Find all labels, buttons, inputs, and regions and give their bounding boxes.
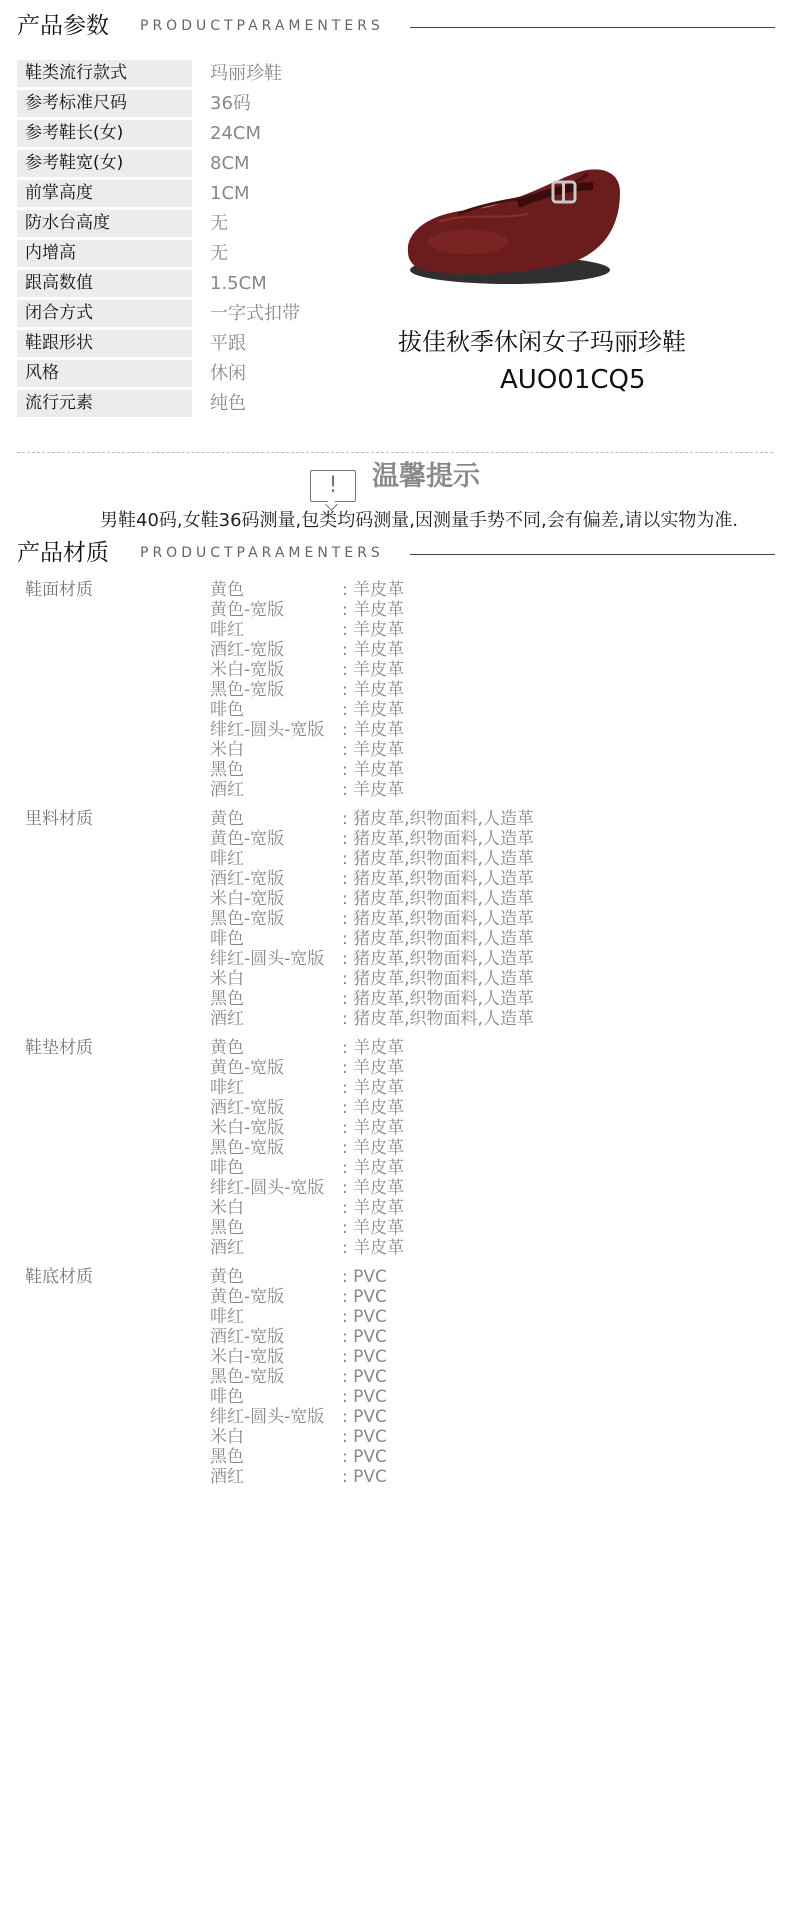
material-value: : 羊皮革 [342,780,405,800]
material-value: : 猪皮革,织物面料,人造革 [342,1009,534,1029]
material-row [210,1178,777,1198]
material-row [210,600,777,620]
tip-text: 男鞋40码,女鞋36码测量,包类均码测量,因测量手势不同,会有偏差,请以实物为准. [100,510,739,531]
param-label: 参考鞋长(女) [17,120,192,147]
material-value: : 猪皮革,织物面料,人造革 [342,969,534,989]
material-value: : PVC [342,1327,387,1347]
material-value: : 猪皮革,织物面料,人造革 [342,889,534,909]
section-divider-line [410,554,775,555]
material-color: 酒红-宽版 [210,1098,285,1118]
material-value: : PVC [342,1347,387,1367]
param-value: 1CM [210,183,250,204]
param-row [17,298,377,328]
material-label: 里料材质 [25,809,93,829]
material-row [210,929,777,949]
param-row [17,238,377,268]
material-color: 米白-宽版 [210,889,285,909]
material-row [210,680,777,700]
material-row [210,720,777,740]
params-section-subtitle: PRODUCTPARAMENTERS [140,18,384,34]
material-row [210,1307,777,1327]
material-row [210,1038,777,1058]
material-value: : 羊皮革 [342,1138,405,1158]
material-color: 啡红 [210,620,244,640]
material-value: : 羊皮革 [342,700,405,720]
material-row [210,849,777,869]
material-color: 绯红-圆头-宽版 [210,720,325,740]
material-row [210,640,777,660]
material-group [17,1267,777,1487]
material-value: : PVC [342,1367,387,1387]
exclamation-icon: ! [328,473,338,498]
material-value: : PVC [342,1387,387,1407]
material-value: : 羊皮革 [342,1198,405,1218]
material-value: : 羊皮革 [342,1078,405,1098]
material-value: : 猪皮革,织物面料,人造革 [342,849,534,869]
material-row [210,740,777,760]
material-color: 黄色 [210,1267,244,1287]
material-row [210,1467,777,1487]
param-value: 无 [210,243,228,264]
param-label: 防水台高度 [17,210,192,237]
material-row [210,580,777,600]
material-value: : 猪皮革,织物面料,人造革 [342,829,534,849]
param-label: 前掌高度 [17,180,192,207]
material-row [210,1138,777,1158]
material-color: 啡色 [210,929,244,949]
material-value: : 猪皮革,织物面料,人造革 [342,929,534,949]
param-value: 一字式扣带 [210,303,300,324]
param-value: 平跟 [210,333,246,354]
material-row [210,700,777,720]
param-value: 纯色 [210,393,246,414]
material-value: : 羊皮革 [342,1118,405,1138]
param-value: 36码 [210,93,251,114]
param-row [17,58,377,88]
material-color: 黄色-宽版 [210,600,285,620]
material-row [210,1387,777,1407]
param-value: 休闲 [210,363,246,384]
material-color: 酒红-宽版 [210,869,285,889]
material-color: 酒红-宽版 [210,1327,285,1347]
param-row [17,388,377,418]
material-row [210,780,777,800]
material-value: : 羊皮革 [342,1098,405,1118]
material-value: : 羊皮革 [342,760,405,780]
material-value: : 羊皮革 [342,1238,405,1258]
material-row [210,829,777,849]
material-color: 米白 [210,969,244,989]
material-value: : 猪皮革,织物面料,人造革 [342,949,534,969]
material-value: : PVC [342,1307,387,1327]
material-color: 绯红-圆头-宽版 [210,949,325,969]
param-label: 跟高数值 [17,270,192,297]
material-row [210,869,777,889]
product-code: AUO01CQ5 [500,365,646,395]
material-row [210,1427,777,1447]
material-row [210,809,777,829]
materials-section-title: 产品材质 [17,540,109,566]
material-color: 酒红 [210,1238,244,1258]
section-divider-line [410,27,775,28]
material-row [210,1158,777,1178]
param-row [17,358,377,388]
material-row [210,760,777,780]
shoe-image [398,152,628,302]
material-color: 啡红 [210,1078,244,1098]
dashed-divider [17,452,773,453]
warning-icon [310,470,356,502]
param-value: 无 [210,213,228,234]
param-value: 24CM [210,123,262,144]
material-group [17,580,777,800]
material-value: : 羊皮革 [342,600,405,620]
param-row [17,88,377,118]
param-value: 玛丽珍鞋 [210,63,282,84]
param-label: 风格 [17,360,192,387]
param-row [17,148,377,178]
material-label: 鞋垫材质 [25,1038,93,1058]
param-label: 流行元素 [17,390,192,417]
material-value: : 羊皮革 [342,1058,405,1078]
material-row [210,1218,777,1238]
material-value: : 猪皮革,织物面料,人造革 [342,869,534,889]
material-value: : 羊皮革 [342,620,405,640]
material-row [210,1238,777,1258]
material-color: 绯红-圆头-宽版 [210,1407,325,1427]
params-table [17,58,377,418]
param-value: 8CM [210,153,250,174]
material-color: 米白 [210,1427,244,1447]
material-color: 黄色-宽版 [210,1058,285,1078]
material-value: : 羊皮革 [342,740,405,760]
materials-list [17,580,777,1496]
material-color: 黑色 [210,1447,244,1467]
material-color: 黑色 [210,989,244,1009]
material-row [210,1447,777,1467]
param-label: 闭合方式 [17,300,192,327]
tip-title: 温馨提示 [372,461,480,492]
material-color: 绯红-圆头-宽版 [210,1178,325,1198]
material-row [210,620,777,640]
material-row [210,1009,777,1029]
material-color: 米白-宽版 [210,660,285,680]
material-color: 酒红 [210,1467,244,1487]
material-color: 黑色-宽版 [210,1367,285,1387]
material-value: : PVC [342,1467,387,1487]
material-color: 米白 [210,740,244,760]
params-section-title: 产品参数 [17,13,109,39]
material-color: 黑色-宽版 [210,1138,285,1158]
param-row [17,328,377,358]
material-value: : PVC [342,1287,387,1307]
material-value: : 羊皮革 [342,1178,405,1198]
material-row [210,1347,777,1367]
material-color: 啡色 [210,1158,244,1178]
material-row [210,989,777,1009]
param-row [17,208,377,238]
material-row [210,1287,777,1307]
material-color: 黑色-宽版 [210,909,285,929]
material-value: : 猪皮革,织物面料,人造革 [342,809,534,829]
material-color: 酒红 [210,1009,244,1029]
material-value: : PVC [342,1427,387,1447]
material-value: : 羊皮革 [342,680,405,700]
param-label: 内增高 [17,240,192,267]
param-label: 鞋类流行款式 [17,60,192,87]
material-row [210,660,777,680]
param-label: 参考标准尺码 [17,90,192,117]
params-section-header [0,6,790,46]
material-row [210,1098,777,1118]
material-group [17,1038,777,1258]
material-value: : 猪皮革,织物面料,人造革 [342,909,534,929]
material-color: 啡红 [210,849,244,869]
material-group [17,809,777,1029]
material-color: 黑色 [210,1218,244,1238]
param-label: 鞋跟形状 [17,330,192,357]
material-row [210,1198,777,1218]
material-color: 米白 [210,1198,244,1218]
material-color: 黄色-宽版 [210,1287,285,1307]
material-row [210,1078,777,1098]
material-row [210,969,777,989]
material-label: 鞋面材质 [25,580,93,600]
material-row [210,949,777,969]
param-label: 参考鞋宽(女) [17,150,192,177]
material-row [210,1118,777,1138]
material-color: 米白-宽版 [210,1347,285,1367]
param-row [17,178,377,208]
param-row [17,268,377,298]
material-color: 黑色 [210,760,244,780]
materials-section-header [0,533,790,573]
material-color: 黄色 [210,1038,244,1058]
materials-section-subtitle: PRODUCTPARAMENTERS [140,545,384,561]
material-color: 米白-宽版 [210,1118,285,1138]
material-color: 啡红 [210,1307,244,1327]
material-value: : 羊皮革 [342,1158,405,1178]
material-row [210,1267,777,1287]
material-color: 黄色 [210,580,244,600]
material-color: 啡色 [210,700,244,720]
material-value: : 羊皮革 [342,660,405,680]
material-color: 酒红 [210,780,244,800]
material-color: 黄色-宽版 [210,829,285,849]
material-row [210,1407,777,1427]
material-value: : 羊皮革 [342,640,405,660]
product-name: 拔佳秋季休闲女子玛丽珍鞋 [398,328,686,356]
material-row [210,889,777,909]
material-row [210,1367,777,1387]
material-color: 啡色 [210,1387,244,1407]
param-row [17,118,377,148]
material-value: : PVC [342,1267,387,1287]
material-value: : 猪皮革,织物面料,人造革 [342,989,534,1009]
material-label: 鞋底材质 [25,1267,93,1287]
param-value: 1.5CM [210,273,267,294]
material-row [210,1058,777,1078]
material-color: 黑色-宽版 [210,680,285,700]
material-value: : 羊皮革 [342,720,405,740]
material-value: : 羊皮革 [342,580,405,600]
material-row [210,909,777,929]
material-value: : PVC [342,1407,387,1427]
material-value: : 羊皮革 [342,1038,405,1058]
material-row [210,1327,777,1347]
material-color: 酒红-宽版 [210,640,285,660]
material-color: 黄色 [210,809,244,829]
material-value: : PVC [342,1447,387,1467]
material-value: : 羊皮革 [342,1218,405,1238]
